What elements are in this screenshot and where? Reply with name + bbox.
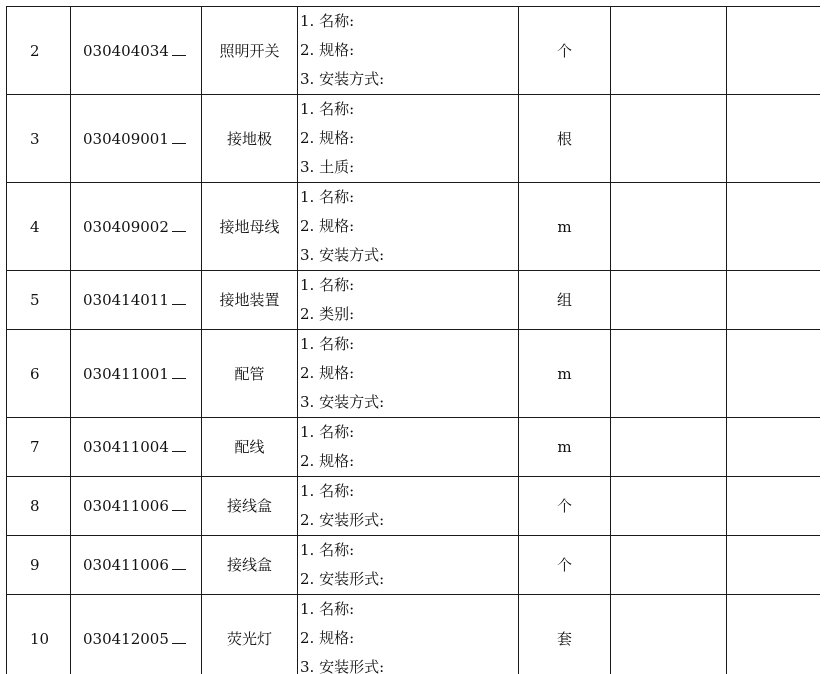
table-row (7, 418, 821, 477)
item-code: 030414011 (83, 291, 169, 309)
unit-cell: 根 (519, 95, 611, 183)
item-features-cell (298, 7, 519, 95)
feature-line: 1. 名称: (300, 100, 355, 118)
row-number-cell: 7 (7, 418, 71, 477)
item-code-cell (71, 595, 202, 674)
item-code: 030409002 (83, 217, 169, 236)
code-suffix-blank (172, 290, 186, 305)
item-features-cell (298, 330, 519, 418)
row-number-cell: 5 (7, 271, 71, 330)
remarks-cell (727, 183, 821, 271)
feature-line: 2. 安装形式: (300, 511, 385, 529)
item-code: 030409001 (83, 129, 169, 148)
row-number-cell: 4 (7, 183, 71, 271)
item-code-cell (71, 7, 202, 95)
unit-cell: m (519, 418, 611, 477)
remarks-cell (727, 330, 821, 418)
quantity-cell (611, 595, 727, 674)
row-number-cell: 3 (7, 95, 71, 183)
quantity-cell (611, 330, 727, 418)
unit-cell: m (519, 183, 611, 271)
item-name-cell: 接地母线 (202, 183, 298, 271)
table-row (7, 183, 821, 271)
feature-line: 3. 土质: (300, 158, 355, 176)
code-suffix-blank (172, 129, 186, 144)
feature-line: 2. 类别: (300, 305, 355, 323)
remarks-cell (727, 477, 821, 536)
quantity-cell (611, 536, 727, 595)
feature-line: 2. 规格: (300, 41, 355, 59)
item-name-cell: 接线盒 (202, 536, 298, 595)
table-row (7, 7, 821, 95)
feature-line: 1. 名称: (300, 600, 355, 618)
feature-line: 1. 名称: (300, 482, 355, 500)
unit-cell: 个 (519, 7, 611, 95)
item-features-cell (298, 477, 519, 536)
table-row (7, 95, 821, 183)
code-suffix-blank (172, 364, 186, 379)
row-number-cell: 8 (7, 477, 71, 536)
item-code: 030411006 (83, 556, 169, 574)
feature-line: 1. 名称: (300, 12, 355, 30)
unit-cell: 个 (519, 536, 611, 595)
code-suffix-blank (172, 217, 186, 232)
bill-of-quantities-sheet (6, 6, 820, 674)
quantity-cell (611, 271, 727, 330)
item-code-cell (71, 95, 202, 183)
item-code: 030404034 (83, 41, 169, 60)
remarks-cell (727, 595, 821, 674)
feature-line: 1. 名称: (300, 276, 355, 294)
feature-line: 1. 名称: (300, 541, 355, 559)
feature-line: 3. 安装方式: (300, 246, 385, 264)
code-suffix-blank (172, 629, 186, 644)
remarks-cell (727, 7, 821, 95)
unit-cell: 组 (519, 271, 611, 330)
unit-cell: m (519, 330, 611, 418)
code-suffix-blank (172, 555, 186, 570)
item-features-cell (298, 271, 519, 330)
item-code-cell (71, 418, 202, 477)
row-number-cell: 9 (7, 536, 71, 595)
item-name-cell: 接线盒 (202, 477, 298, 536)
item-name-cell: 接地极 (202, 95, 298, 183)
code-suffix-blank (172, 437, 186, 452)
code-suffix-blank (172, 496, 186, 511)
item-name-cell: 荧光灯 (202, 595, 298, 674)
feature-line: 2. 规格: (300, 217, 355, 235)
feature-line: 1. 名称: (300, 423, 355, 441)
feature-line: 3. 安装形式: (300, 658, 385, 674)
item-code-cell (71, 536, 202, 595)
feature-line: 3. 安装方式: (300, 70, 385, 88)
table-row (7, 595, 821, 674)
feature-line: 1. 名称: (300, 335, 355, 353)
item-features-cell (298, 183, 519, 271)
item-features-cell (298, 536, 519, 595)
feature-line: 3. 安装方式: (300, 393, 385, 411)
table-row (7, 330, 821, 418)
table-row (7, 477, 821, 536)
remarks-cell (727, 271, 821, 330)
item-code: 030411006 (83, 497, 169, 515)
unit-cell: 个 (519, 477, 611, 536)
item-name-cell: 照明开关 (202, 7, 298, 95)
item-code: 030411004 (83, 438, 169, 456)
feature-line: 1. 名称: (300, 188, 355, 206)
bill-of-quantities-table (6, 6, 820, 674)
feature-line: 2. 安装形式: (300, 570, 385, 588)
row-number-cell: 10 (7, 595, 71, 674)
table-row (7, 271, 821, 330)
remarks-cell (727, 536, 821, 595)
feature-line: 2. 规格: (300, 452, 355, 470)
remarks-cell (727, 418, 821, 477)
quantity-cell (611, 7, 727, 95)
remarks-cell (727, 95, 821, 183)
row-number-cell: 2 (7, 7, 71, 95)
item-code-cell (71, 271, 202, 330)
quantity-cell (611, 418, 727, 477)
item-name-cell: 配管 (202, 330, 298, 418)
item-features-cell (298, 418, 519, 477)
item-features-cell (298, 595, 519, 674)
item-code-cell (71, 330, 202, 418)
code-suffix-blank (172, 41, 186, 56)
unit-cell: 套 (519, 595, 611, 674)
quantity-cell (611, 95, 727, 183)
item-code: 030411001 (83, 364, 169, 383)
table-row (7, 536, 821, 595)
item-code: 030412005 (83, 629, 169, 648)
item-code-cell (71, 183, 202, 271)
feature-line: 2. 规格: (300, 364, 355, 382)
quantity-cell (611, 477, 727, 536)
feature-line: 2. 规格: (300, 629, 355, 647)
quantity-cell (611, 183, 727, 271)
item-features-cell (298, 95, 519, 183)
row-number-cell: 6 (7, 330, 71, 418)
item-name-cell: 配线 (202, 418, 298, 477)
item-code-cell (71, 477, 202, 536)
feature-line: 2. 规格: (300, 129, 355, 147)
item-name-cell: 接地装置 (202, 271, 298, 330)
